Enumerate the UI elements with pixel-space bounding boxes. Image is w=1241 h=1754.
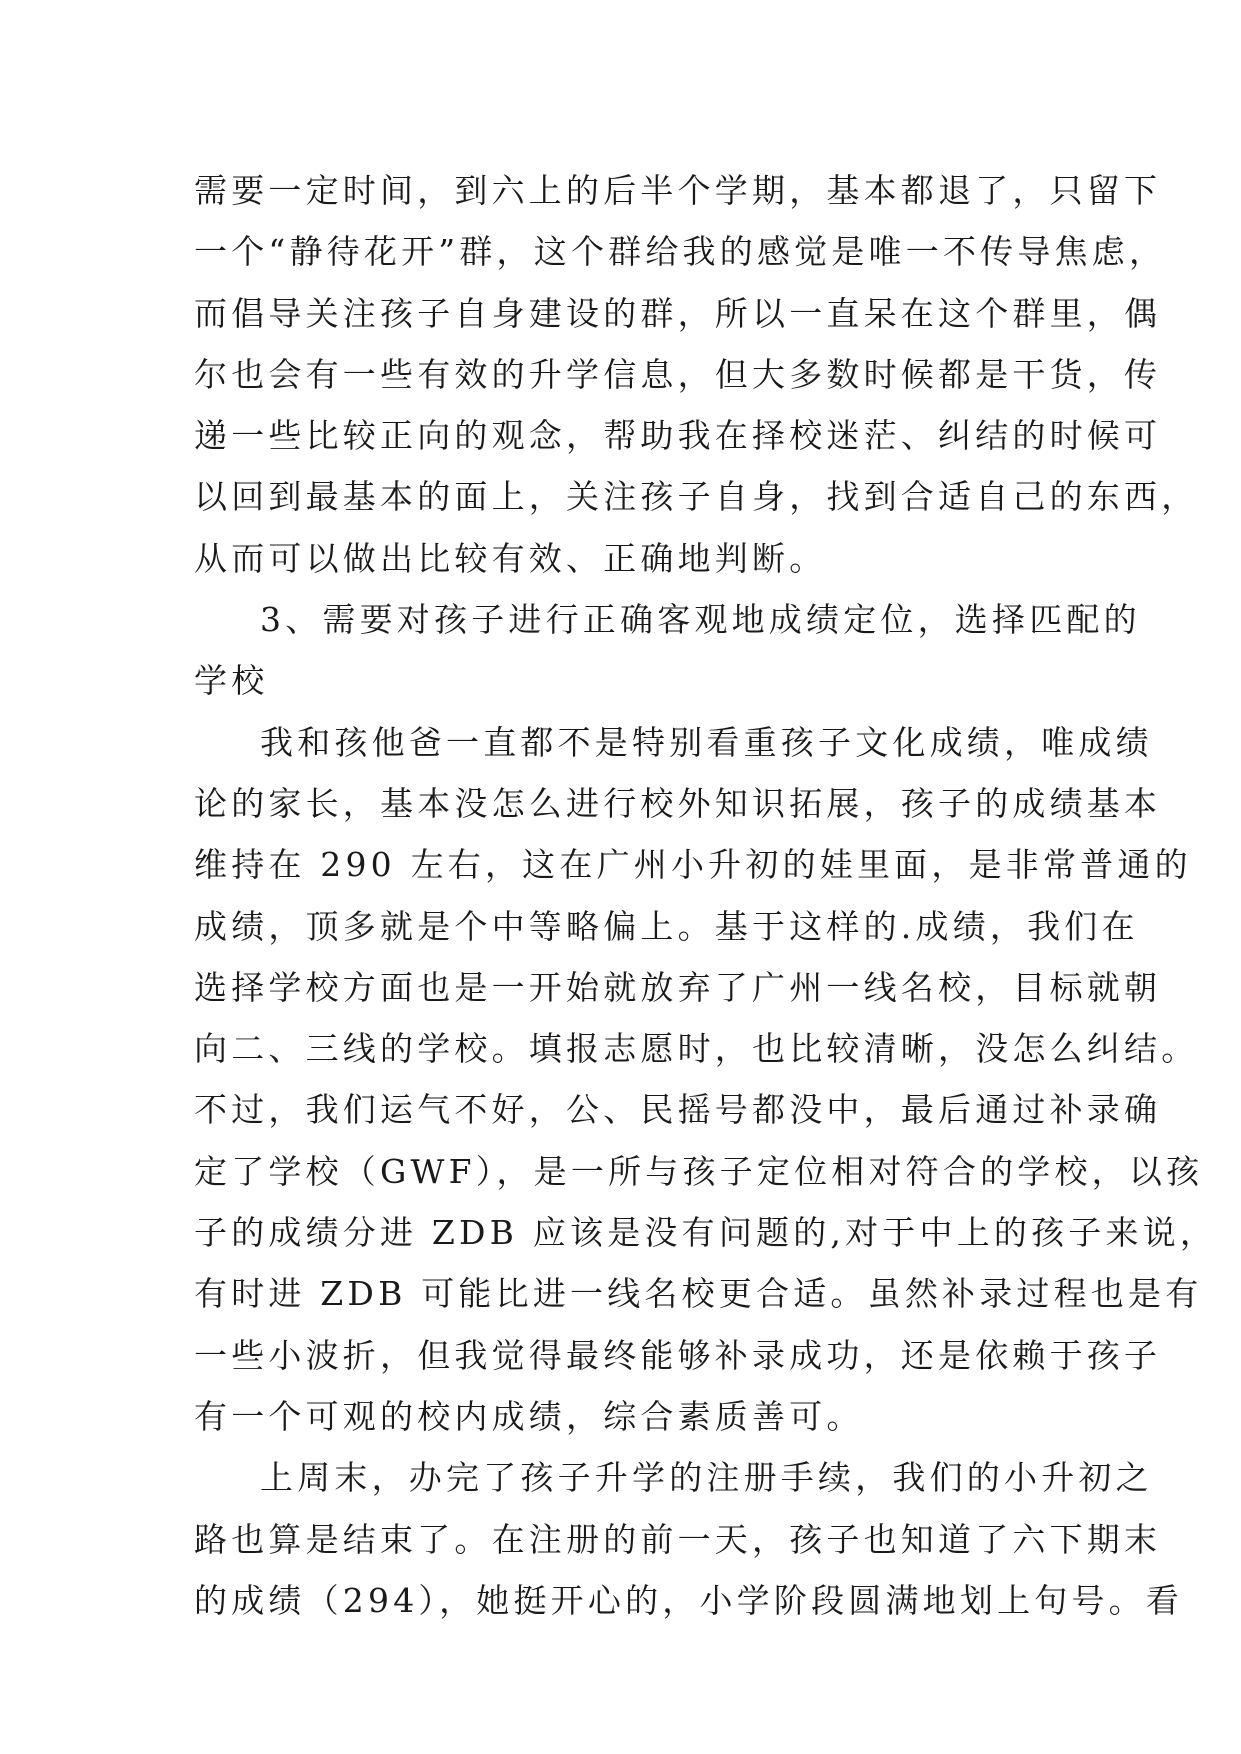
text-line: 子的成绩分进 ZDB 应该是没有问题的,对于中上的孩子来说， xyxy=(194,1213,1218,1253)
text-line: 我和孩他爸一直都不是特别看重孩子文化成绩，唯成绩 xyxy=(260,722,1153,762)
text-line: 路也算是结束了。在注册的前一天，孩子也知道了六下期末 xyxy=(194,1519,1162,1559)
text-line: 选择学校方面也是一开始就放弃了广州一线名校，目标就朝 xyxy=(194,967,1162,1007)
text-line: 有时进 ZDB 可能比进一线名校更合适。虽然补录过程也是有 xyxy=(194,1274,1203,1314)
text-line: 学校 xyxy=(194,661,269,701)
text-line: 一些小波折，但我觉得最终能够补录成功，还是依赖于孩子 xyxy=(194,1335,1162,1375)
text-line: 有一个可观的校内成绩，综合素质善可。 xyxy=(194,1396,864,1436)
text-line: 的成绩（294），她挺开心的，小学阶段圆满地划上句号。看 xyxy=(194,1580,1184,1620)
text-line: 不过，我们运气不好，公、民摇号都没中，最后通过补录确 xyxy=(194,1090,1162,1130)
text-line: 3、需要对孩子进行正确客观地成绩定位，选择匹配的 xyxy=(260,600,1141,640)
text-line: 维持在 290 左右，这在广州小升初的娃里面，是非常普通的 xyxy=(194,845,1192,885)
text-line: 需要一定时间，到六上的后半个学期，基本都退了，只留下 xyxy=(194,171,1162,210)
text-line: 上周末，办完了孩子升学的注册手续，我们的小升初之 xyxy=(260,1458,1153,1498)
text-line: 递一些比较正向的观念，帮助我在择校迷茫、纠结的时候可 xyxy=(194,416,1162,456)
text-line: 定了学校（GWF），是一所与孩子定位相对符合的学校，以孩 xyxy=(194,1151,1204,1191)
text-line: 尔也会有一些有效的升学信息，但大多数时候都是干货，传 xyxy=(194,354,1162,394)
text-line: 一个“静待花开”群，这个群给我的感觉是唯一不传导焦虑， xyxy=(194,232,1167,272)
text-line: 而倡导关注孩子自身建设的群，所以一直呆在这个群里，偶 xyxy=(194,293,1162,333)
text-line: 成绩，顶多就是个中等略偏上。基于这样的.成绩，我们在 xyxy=(194,906,1139,946)
text-line: 从而可以做出比较有效、正确地判断。 xyxy=(194,538,827,578)
text-line: 论的家长，基本没怎么进行校外知识拓展，孩子的成绩基本 xyxy=(194,783,1162,823)
text-line: 向二、三线的学校。填报志愿时，也比较清晰，没怎么纠结。 xyxy=(194,1029,1199,1069)
body-text xyxy=(194,160,1218,1631)
text-line: 以回到最基本的面上，关注孩子自身，找到合适自己的东西， xyxy=(194,477,1199,517)
